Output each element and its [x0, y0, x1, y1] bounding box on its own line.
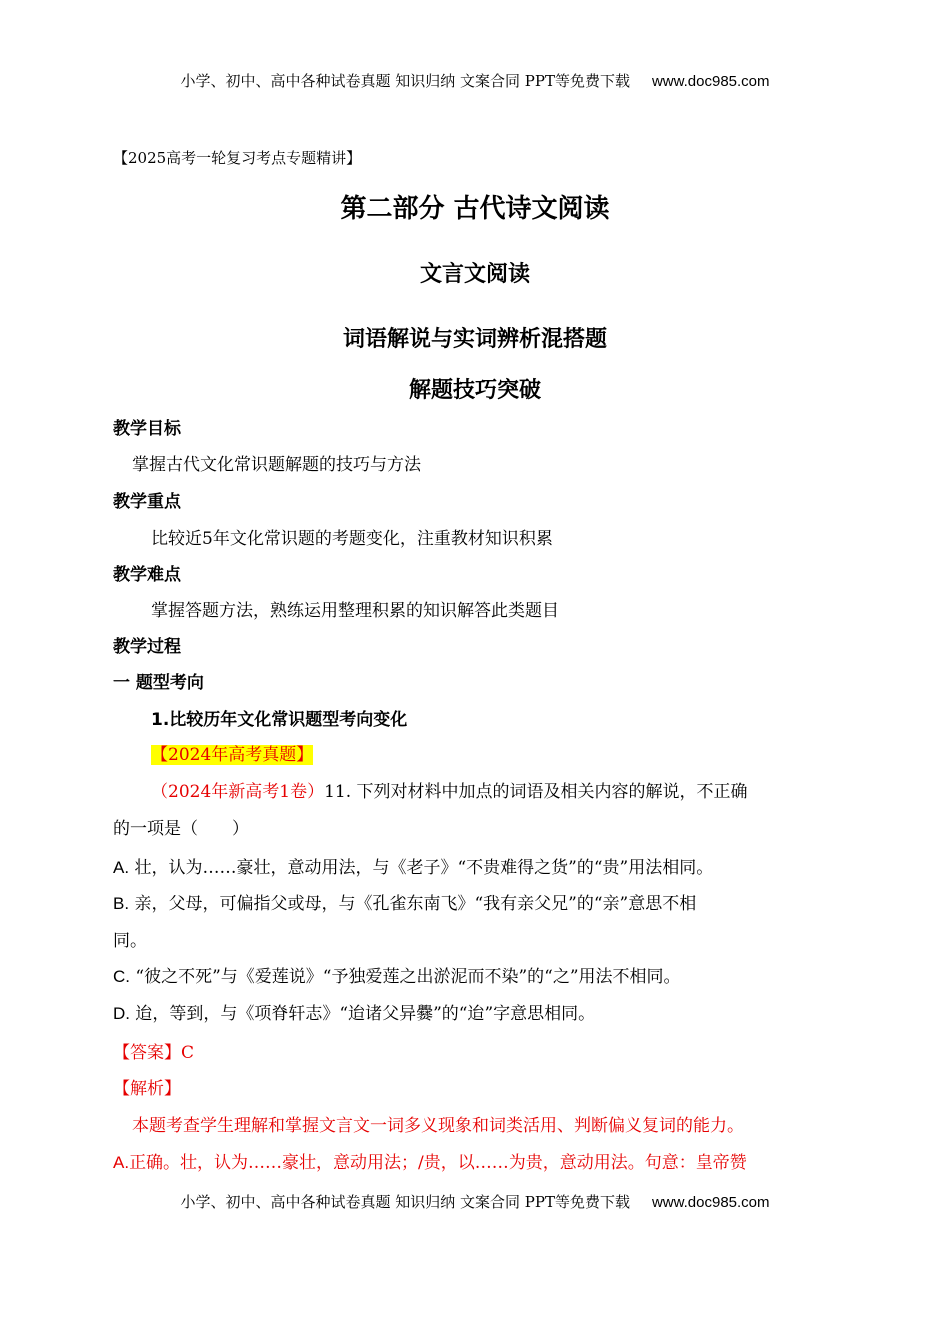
difficulty-heading: 教学难点 — [113, 565, 181, 585]
part-title: 第二部分 古代诗文阅读 — [340, 194, 610, 224]
footer-text: 小学、初中、高中各种试卷真题 知识归纳 文案合同 PPT等免费下载 — [180, 1193, 630, 1211]
difficulty-text: 掌握答题方法，熟练运用整理积累的知识解答此类题目 — [151, 601, 559, 621]
process-heading: 教学过程 — [113, 637, 181, 657]
goal-text: 掌握古代文化常识题解题的技巧与方法 — [132, 455, 421, 475]
subtitle: 解题技巧突破 — [408, 378, 541, 403]
analysis-line2 — [113, 1148, 747, 1173]
analysis-label: 【解析】 — [113, 1079, 181, 1099]
answer-label: 【答案】 — [113, 1043, 181, 1063]
option-letter: C. — [113, 967, 130, 986]
key-text: 比较近5年文化常识题的考题变化，注重教材知识积累 — [151, 529, 553, 549]
part-one-subheading: 1.比较历年文化常识题型考向变化 — [151, 710, 408, 730]
option-letter: A. — [113, 858, 130, 877]
analysis-letter: A. — [113, 1153, 130, 1172]
footer-site-link[interactable]: www.doc985.com — [651, 1194, 770, 1211]
question-stem-line2: 的一项是（ ） — [113, 819, 249, 839]
section-title: 文言文阅读 — [419, 262, 530, 287]
option-c — [113, 962, 681, 987]
option-letter: B. — [113, 894, 130, 913]
analysis-text: 正确。壮，认为……豪壮，意动用法；/贵，以……为贵，意动用法。句意：皇帝赞 — [129, 1153, 747, 1173]
question-stem: 11. 下列对材料中加点的词语及相关内容的解说，不正确 — [324, 782, 748, 802]
page-footer — [0, 1191, 950, 1212]
option-letter: D. — [113, 1004, 130, 1023]
year-tag — [151, 740, 313, 765]
part-one-heading: 一 题型考向 — [113, 673, 204, 693]
topic-title: 词语解说与实词辨析混搭题 — [342, 327, 607, 352]
key-heading: 教学重点 — [113, 492, 181, 512]
header-site-link[interactable]: www.doc985.com — [651, 73, 770, 90]
answer — [113, 1038, 194, 1063]
option-text: 亲，父母，可偏指父或母，与《孔雀东南飞》“我有亲父兄”的“亲”意思不相 — [129, 894, 697, 914]
year-tag-text: 【2024年高考真题】 — [151, 745, 314, 765]
answer-value: C — [181, 1043, 195, 1063]
option-text: “彼之不死”与《爱莲说》“予独爱莲之出淤泥而不染”的“之”用法不相同。 — [130, 967, 681, 987]
option-text: 迨，等到，与《项脊轩志》“迨诸父异爨”的“迨”字意思相同。 — [130, 1004, 596, 1024]
goal-heading: 教学目标 — [113, 419, 181, 439]
series-label: 【2025高考一轮复习考点专题精讲】 — [113, 149, 362, 167]
page-header — [0, 70, 950, 91]
option-b — [113, 889, 696, 914]
option-a — [113, 853, 713, 878]
question-source: （2024年新高考1卷） — [151, 782, 325, 802]
question-stem-line1 — [151, 777, 748, 802]
option-b-continuation: 同。 — [113, 931, 147, 951]
header-text: 小学、初中、高中各种试卷真题 知识归纳 文案合同 PPT等免费下载 — [180, 72, 630, 90]
option-d — [113, 999, 595, 1024]
option-text: 壮，认为……豪壮，意动用法，与《老子》“不贵难得之货”的“贵”用法相同。 — [129, 858, 714, 878]
analysis-line1: 本题考查学生理解和掌握文言文一词多义现象和词类活用、判断偏义复词的能力。 — [132, 1116, 744, 1136]
